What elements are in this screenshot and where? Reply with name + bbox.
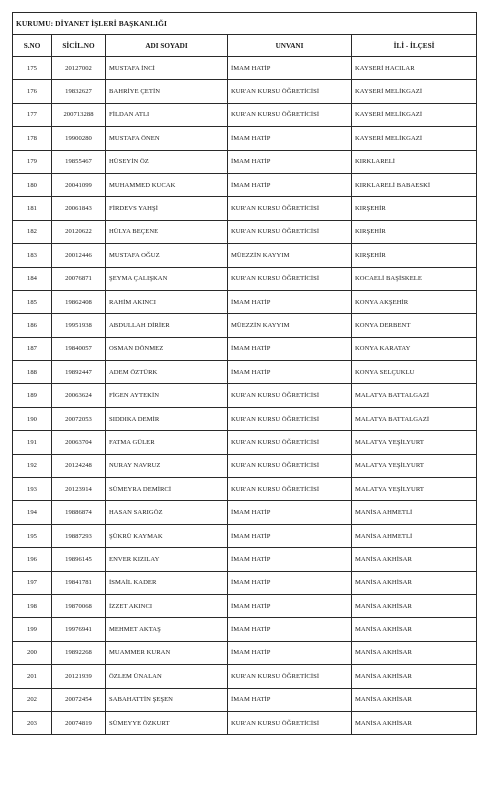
cell-full-name: MUSTAFA İNCİ <box>106 57 228 80</box>
cell-title: MÜEZZİN KAYYIM <box>228 244 352 267</box>
table-row <box>13 314 477 337</box>
table-row <box>13 127 477 150</box>
cell-no: 192 <box>13 454 52 477</box>
column-header-row <box>13 35 477 57</box>
table-row <box>13 173 477 196</box>
cell-sicil-no: 20127002 <box>52 57 106 80</box>
cell-full-name: ŞEYMA ÇALIŞKAN <box>106 267 228 290</box>
cell-sicil-no: 19855467 <box>52 150 106 173</box>
cell-sicil-no: 20124248 <box>52 454 106 477</box>
cell-sicil-no: 20063624 <box>52 384 106 407</box>
cell-no: 201 <box>13 665 52 688</box>
cell-location: MANİSA AKHİSAR <box>352 665 477 688</box>
cell-no: 186 <box>13 314 52 337</box>
cell-sicil-no: 19892268 <box>52 641 106 664</box>
cell-full-name: MUSTAFA OĞUZ <box>106 244 228 267</box>
cell-title: KUR'AN KURSU ÖĞRETİCİSİ <box>228 220 352 243</box>
cell-title: İMAM HATİP <box>228 501 352 524</box>
column-header-place: İLİ - İLÇESİ <box>352 35 477 57</box>
cell-full-name: ABDULLAH DİRİER <box>106 314 228 337</box>
cell-location: MALATYA BATTALGAZİ <box>352 407 477 430</box>
cell-title: İMAM HATİP <box>228 524 352 547</box>
cell-full-name: ŞÜKRÜ KAYMAK <box>106 524 228 547</box>
cell-location: MALATYA YEŞİLYURT <box>352 431 477 454</box>
cell-no: 178 <box>13 127 52 150</box>
cell-location: KIRŞEHİR <box>352 220 477 243</box>
table-row <box>13 150 477 173</box>
cell-title: KUR'AN KURSU ÖĞRETİCİSİ <box>228 103 352 126</box>
cell-no: 200 <box>13 641 52 664</box>
cell-full-name: İSMAİL KADER <box>106 571 228 594</box>
cell-sicil-no: 19896145 <box>52 548 106 571</box>
cell-location: MALATYA BATTALGAZİ <box>352 384 477 407</box>
table-row <box>13 407 477 430</box>
cell-no: 179 <box>13 150 52 173</box>
cell-sicil-no: 19832627 <box>52 80 106 103</box>
table-row <box>13 337 477 360</box>
cell-title: İMAM HATİP <box>228 618 352 641</box>
table-row <box>13 220 477 243</box>
cell-no: 175 <box>13 57 52 80</box>
cell-location: KONYA AKŞEHİR <box>352 290 477 313</box>
cell-sicil-no: 19900280 <box>52 127 106 150</box>
document-page <box>12 12 476 735</box>
cell-title: İMAM HATİP <box>228 688 352 711</box>
cell-title: MÜEZZİN KAYYIM <box>228 314 352 337</box>
cell-sicil-no: 20123914 <box>52 478 106 501</box>
cell-full-name: MEHMET AKTAŞ <box>106 618 228 641</box>
cell-sicil-no: 19892447 <box>52 361 106 384</box>
cell-no: 196 <box>13 548 52 571</box>
table-row <box>13 454 477 477</box>
institution-title: KURUMU: DİYANET İŞLERİ BAŞKANLIĞI <box>13 13 477 35</box>
cell-title: KUR'AN KURSU ÖĞRETİCİSİ <box>228 431 352 454</box>
cell-location: MANİSA AHMETLİ <box>352 524 477 547</box>
cell-no: 187 <box>13 337 52 360</box>
cell-no: 183 <box>13 244 52 267</box>
cell-no: 194 <box>13 501 52 524</box>
cell-title: İMAM HATİP <box>228 337 352 360</box>
cell-full-name: FİRDEVS YAHŞİ <box>106 197 228 220</box>
cell-sicil-no: 19862408 <box>52 290 106 313</box>
cell-sicil-no: 19976941 <box>52 618 106 641</box>
cell-location: KIRKLARELİ <box>352 150 477 173</box>
table-row <box>13 244 477 267</box>
cell-location: KAYSERİ MELİKGAZİ <box>352 127 477 150</box>
cell-title: KUR'AN KURSU ÖĞRETİCİSİ <box>228 267 352 290</box>
cell-full-name: NURAY NAVRUZ <box>106 454 228 477</box>
table-row <box>13 361 477 384</box>
cell-full-name: MUSTAFA ÖNEN <box>106 127 228 150</box>
cell-location: MANİSA AKHİSAR <box>352 594 477 617</box>
cell-title: KUR'AN KURSU ÖĞRETİCİSİ <box>228 197 352 220</box>
cell-no: 182 <box>13 220 52 243</box>
cell-location: MANİSA AKHİSAR <box>352 641 477 664</box>
cell-no: 198 <box>13 594 52 617</box>
cell-title: İMAM HATİP <box>228 641 352 664</box>
table-row <box>13 641 477 664</box>
cell-sicil-no: 20072454 <box>52 688 106 711</box>
cell-sicil-no: 20072053 <box>52 407 106 430</box>
cell-full-name: HÜLYA BEÇENE <box>106 220 228 243</box>
cell-location: KONYA SELÇUKLU <box>352 361 477 384</box>
cell-title: İMAM HATİP <box>228 548 352 571</box>
cell-sicil-no: 19886874 <box>52 501 106 524</box>
cell-location: MANİSA AKHİSAR <box>352 548 477 571</box>
table-body <box>13 57 477 735</box>
cell-no: 197 <box>13 571 52 594</box>
cell-sicil-no: 19840057 <box>52 337 106 360</box>
table-row <box>13 548 477 571</box>
cell-title: İMAM HATİP <box>228 290 352 313</box>
cell-sicil-no: 19951938 <box>52 314 106 337</box>
cell-full-name: FİGEN AYTEKİN <box>106 384 228 407</box>
cell-full-name: OSMAN DÖNMEZ <box>106 337 228 360</box>
table-row <box>13 618 477 641</box>
column-header-no: S.NO <box>13 35 52 57</box>
cell-full-name: MUHAMMED KUCAK <box>106 173 228 196</box>
cell-no: 199 <box>13 618 52 641</box>
cell-no: 177 <box>13 103 52 126</box>
cell-full-name: HÜSEYİN ÖZ <box>106 150 228 173</box>
cell-full-name: FİLDAN ATLI <box>106 103 228 126</box>
cell-full-name: SÜMEYYE ÖZKURT <box>106 711 228 734</box>
cell-no: 203 <box>13 711 52 734</box>
cell-sicil-no: 20076871 <box>52 267 106 290</box>
cell-no: 185 <box>13 290 52 313</box>
column-header-title: UNVANI <box>228 35 352 57</box>
cell-location: MANİSA AKHİSAR <box>352 711 477 734</box>
cell-title: İMAM HATİP <box>228 361 352 384</box>
cell-sicil-no: 19870068 <box>52 594 106 617</box>
cell-location: KOCAELİ BAŞİSKELE <box>352 267 477 290</box>
cell-full-name: SABAHATTİN ŞEŞEN <box>106 688 228 711</box>
cell-no: 191 <box>13 431 52 454</box>
column-header-name: ADI SOYADI <box>106 35 228 57</box>
cell-sicil-no: 19887293 <box>52 524 106 547</box>
cell-no: 180 <box>13 173 52 196</box>
cell-full-name: İZZET AKINCI <box>106 594 228 617</box>
cell-title: İMAM HATİP <box>228 173 352 196</box>
table-row <box>13 711 477 734</box>
cell-no: 193 <box>13 478 52 501</box>
cell-sicil-no: 20041099 <box>52 173 106 196</box>
cell-location: KAYSERİ MELİKGAZİ <box>352 80 477 103</box>
table-row <box>13 384 477 407</box>
cell-location: MANİSA AKHİSAR <box>352 688 477 711</box>
personnel-table <box>12 12 477 735</box>
cell-location: MALATYA YEŞİLYURT <box>352 454 477 477</box>
cell-title: İMAM HATİP <box>228 594 352 617</box>
cell-location: MANİSA AHMETLİ <box>352 501 477 524</box>
cell-title: KUR'AN KURSU ÖĞRETİCİSİ <box>228 384 352 407</box>
table-row <box>13 267 477 290</box>
cell-title: KUR'AN KURSU ÖĞRETİCİSİ <box>228 711 352 734</box>
cell-title: KUR'AN KURSU ÖĞRETİCİSİ <box>228 407 352 430</box>
cell-no: 181 <box>13 197 52 220</box>
cell-location: KIRKLARELİ BABAESKİ <box>352 173 477 196</box>
cell-title: KUR'AN KURSU ÖĞRETİCİSİ <box>228 665 352 688</box>
cell-sicil-no: 20063704 <box>52 431 106 454</box>
cell-sicil-no: 200713288 <box>52 103 106 126</box>
cell-location: KONYA KARATAY <box>352 337 477 360</box>
cell-full-name: FATMA GÜLER <box>106 431 228 454</box>
cell-full-name: ADEM ÖZTÜRK <box>106 361 228 384</box>
table-row <box>13 431 477 454</box>
cell-location: KAYSERİ HACILAR <box>352 57 477 80</box>
cell-title: KUR'AN KURSU ÖĞRETİCİSİ <box>228 80 352 103</box>
cell-no: 190 <box>13 407 52 430</box>
cell-full-name: SÜMEYRA DEMİRCİ <box>106 478 228 501</box>
cell-location: KIRŞEHİR <box>352 244 477 267</box>
cell-sicil-no: 19841781 <box>52 571 106 594</box>
column-header-sicil: SİCİL.NO <box>52 35 106 57</box>
table-row <box>13 665 477 688</box>
cell-full-name: HASAN SARIGÖZ <box>106 501 228 524</box>
cell-sicil-no: 20074819 <box>52 711 106 734</box>
cell-location: MALATYA YEŞİLYURT <box>352 478 477 501</box>
cell-no: 189 <box>13 384 52 407</box>
cell-no: 195 <box>13 524 52 547</box>
table-row <box>13 103 477 126</box>
cell-full-name: BAHRİYE ÇETİN <box>106 80 228 103</box>
cell-sicil-no: 20061843 <box>52 197 106 220</box>
cell-title: İMAM HATİP <box>228 127 352 150</box>
table-row <box>13 290 477 313</box>
cell-full-name: RAHİM AKINCI <box>106 290 228 313</box>
cell-full-name: ENVER KIZILAY <box>106 548 228 571</box>
cell-title: İMAM HATİP <box>228 571 352 594</box>
cell-full-name: MUAMMER KURAN <box>106 641 228 664</box>
cell-location: KAYSERİ MELİKGAZİ <box>352 103 477 126</box>
cell-sicil-no: 20012446 <box>52 244 106 267</box>
table-row <box>13 197 477 220</box>
cell-title: KUR'AN KURSU ÖĞRETİCİSİ <box>228 454 352 477</box>
cell-location: MANİSA AKHİSAR <box>352 618 477 641</box>
cell-full-name: SIDDIKA DEMİR <box>106 407 228 430</box>
cell-title: İMAM HATİP <box>228 150 352 173</box>
cell-no: 202 <box>13 688 52 711</box>
cell-location: MANİSA AKHİSAR <box>352 571 477 594</box>
cell-title: İMAM HATİP <box>228 57 352 80</box>
cell-full-name: ÖZLEM ÜNALAN <box>106 665 228 688</box>
table-row <box>13 571 477 594</box>
table-row <box>13 524 477 547</box>
cell-title: KUR'AN KURSU ÖĞRETİCİSİ <box>228 478 352 501</box>
table-row <box>13 501 477 524</box>
table-row <box>13 594 477 617</box>
cell-sicil-no: 20120622 <box>52 220 106 243</box>
table-row <box>13 688 477 711</box>
cell-no: 184 <box>13 267 52 290</box>
table-row <box>13 478 477 501</box>
cell-no: 176 <box>13 80 52 103</box>
cell-location: KIRŞEHİR <box>352 197 477 220</box>
cell-no: 188 <box>13 361 52 384</box>
table-row <box>13 80 477 103</box>
table-row <box>13 57 477 80</box>
cell-sicil-no: 20121939 <box>52 665 106 688</box>
cell-location: KONYA DERBENT <box>352 314 477 337</box>
